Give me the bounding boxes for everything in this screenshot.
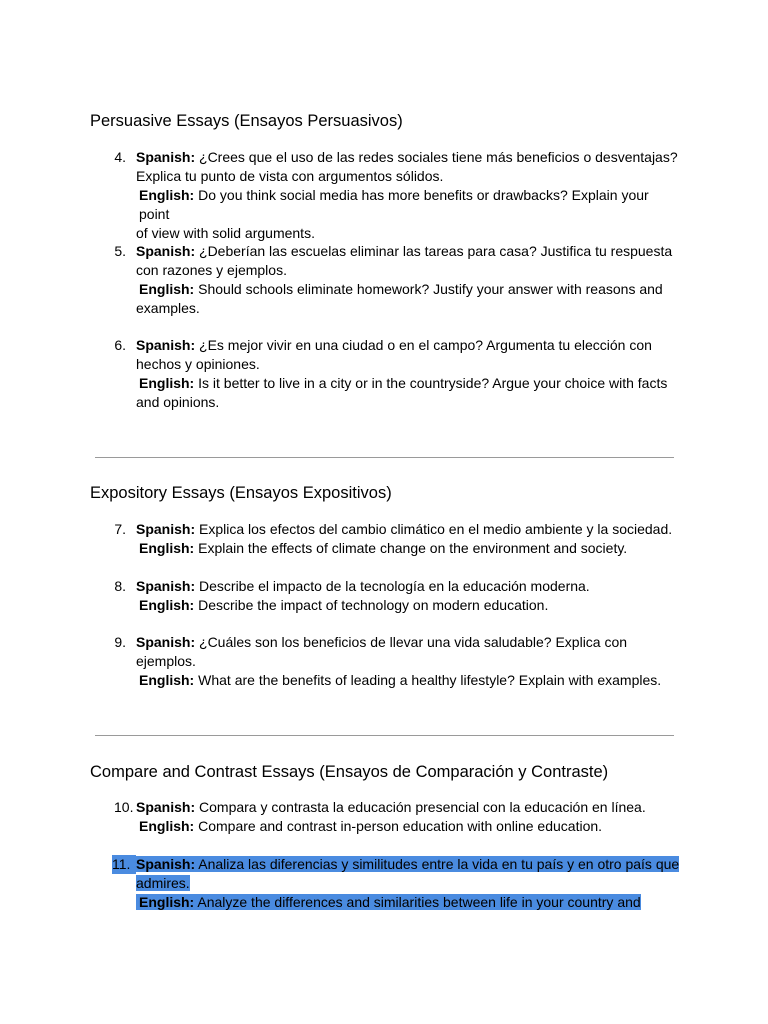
spanish-text: con razones y ejemplos. xyxy=(136,262,287,278)
item-number: 6. xyxy=(114,337,126,353)
english-text: Do you think social media has more benefits or drawbacks? Explain your point xyxy=(139,187,649,222)
english-label: English: xyxy=(139,672,195,688)
spanish-text: Analiza las diferencias y similitudes entre la vida en tu país y en otro país que xyxy=(198,856,680,872)
item-number: 9. xyxy=(114,634,126,650)
item-number: 11. xyxy=(112,855,136,874)
english-label: English: xyxy=(139,597,195,613)
english-label: English: xyxy=(139,281,195,297)
spanish-label: Spanish: xyxy=(136,521,196,537)
section-divider xyxy=(95,735,674,736)
spanish-label: Spanish: xyxy=(136,799,196,815)
item-number: 8. xyxy=(114,578,126,594)
list-item-7 xyxy=(90,520,680,558)
section-heading-persuasive: Persuasive Essays (Ensayos Persuasivos) xyxy=(90,112,403,130)
item-number: 10. xyxy=(114,799,134,815)
english-text: Compare and contrast in-person education with online education. xyxy=(198,818,603,834)
spanish-text: ¿Crees que el uso de las redes sociales tiene más beneficios o desventajas? xyxy=(199,149,678,165)
spanish-label: Spanish: xyxy=(136,337,196,353)
english-text: Should schools eliminate homework? Justify your answer with reasons and xyxy=(198,281,663,297)
english-text: What are the benefits of leading a healthy lifestyle? Explain with examples. xyxy=(198,672,662,688)
english-label: English: xyxy=(139,818,195,834)
english-label: English: xyxy=(139,894,195,910)
english-label: English: xyxy=(139,375,195,391)
english-label: English: xyxy=(139,540,195,556)
list-item-4 xyxy=(90,148,680,243)
list-item-11-selected[interactable] xyxy=(90,855,680,912)
english-text: Describe the impact of technology on modern education. xyxy=(198,597,549,613)
english-label: English: xyxy=(139,187,195,203)
item-number: 5. xyxy=(114,243,126,259)
english-text: Explain the effects of climate change on the environment and society. xyxy=(198,540,628,556)
list-item-5 xyxy=(90,242,680,318)
spanish-text: Describe el impacto de la tecnología en la educación moderna. xyxy=(199,578,590,594)
section-divider xyxy=(95,457,674,458)
english-text: and opinions. xyxy=(136,394,220,410)
list-item-10 xyxy=(90,798,680,836)
spanish-text: Explica los efectos del cambio climático en el medio ambiente y la sociedad. xyxy=(199,521,673,537)
spanish-label: Spanish: xyxy=(136,578,196,594)
spanish-text: ¿Deberían las escuelas eliminar las tareas para casa? Justifica tu respuesta xyxy=(199,243,673,259)
spanish-text: ¿Cuáles son los beneficios de llevar una vida saludable? Explica con xyxy=(199,634,628,650)
list-item-6 xyxy=(90,336,680,412)
spanish-label: Spanish: xyxy=(136,634,196,650)
english-text: Analyze the differences and similarities between life in your country and xyxy=(197,894,641,910)
english-text: examples. xyxy=(136,300,200,316)
spanish-label: Spanish: xyxy=(136,856,196,872)
item-number: 7. xyxy=(114,521,126,537)
section-heading-compare-contrast: Compare and Contrast Essays (Ensayos de Comparación y Contraste) xyxy=(90,763,609,781)
list-item-9 xyxy=(90,633,680,690)
spanish-text: ¿Es mejor vivir en una ciudad o en el campo? Argumenta tu elección con xyxy=(199,337,652,353)
spanish-label: Spanish: xyxy=(136,243,196,259)
spanish-text: admires. xyxy=(136,875,190,891)
spanish-text: ejemplos. xyxy=(136,653,196,669)
spanish-label: Spanish: xyxy=(136,149,196,165)
english-text: Is it better to live in a city or in the countryside? Argue your choice with facts xyxy=(198,375,668,391)
item-number: 4. xyxy=(114,149,126,165)
section-heading-expository: Expository Essays (Ensayos Expositivos) xyxy=(90,484,392,502)
list-item-8 xyxy=(90,577,680,615)
spanish-text: Explica tu punto de vista con argumentos sólidos. xyxy=(136,168,444,184)
spanish-text: hechos y opiniones. xyxy=(136,356,260,372)
spanish-text: Compara y contrasta la educación presencial con la educación en línea. xyxy=(199,799,646,815)
english-text: of view with solid arguments. xyxy=(136,225,315,241)
